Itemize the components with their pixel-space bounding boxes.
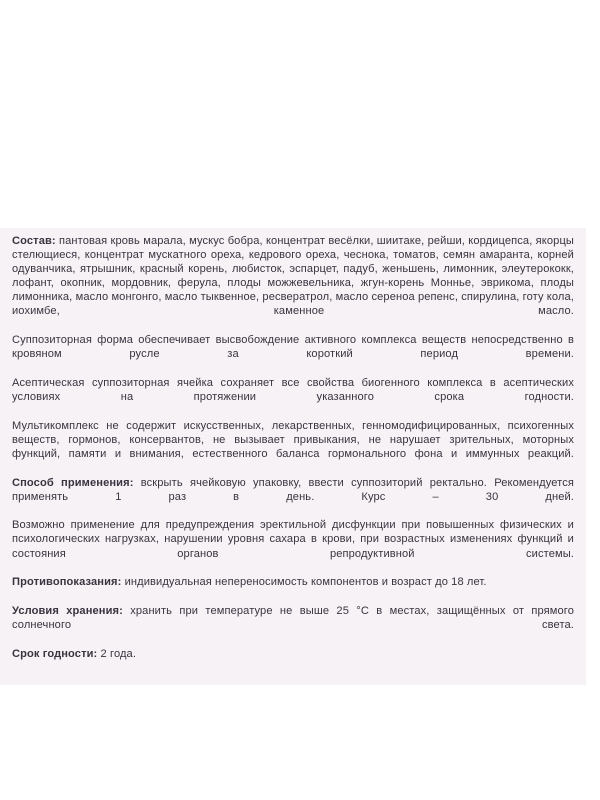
section-directions-heading: Способ применения:: [12, 476, 134, 489]
section-composition-text: пантовая кровь марала, мускус бобра, концентрат весёлки, шиитаке, рейши, кордицепса, якорцы стелющиеся, концентрат мускатного ореха, кедрового ореха, чеснока, томатов, семян амаранта, корней одуванчика, ятрышник, красный корень, любисток, эспарцет, падуб, женьшень, лимонник, элеутерококк, лофант, окопник, мордовник, ферула, плоды можжевельника, жгун-корень Моннье, эврикома, плоды лимонника, масло монгонго, масло тыквенное, ресвератрол, масло сереноа репенс, спирулина, готу кола, иохимбе, каменное масло.: [12, 235, 574, 318]
section-contraindications: [12, 575, 574, 603]
section-suppository-form: [12, 333, 574, 375]
section-shelf-life-text: 2 года.: [97, 647, 137, 660]
section-storage-heading: Условия хранения:: [12, 604, 123, 617]
section-suppository-form-text: Суппозиторная форма обеспечивает высвобождение активного комплекса веществ непосредственно в кровяном русле за короткий период времени.: [12, 334, 574, 361]
section-composition: [12, 234, 574, 333]
section-contraindications-text: индивидуальная непереносимость компонентов и возраст до 18 лет.: [121, 576, 487, 589]
section-shelf-life: [12, 647, 574, 675]
section-contraindications-heading: Противопоказания:: [12, 576, 122, 589]
section-storage: [12, 604, 574, 646]
section-storage-text: хранить при температуре не выше 25 °C в местах, защищённых от прямого солнечного света.: [12, 604, 574, 632]
section-shelf-life-heading: Срок годности:: [12, 647, 98, 660]
section-multicomplex: [12, 419, 574, 475]
section-aseptic-cell: [12, 376, 574, 418]
product-information-panel: [0, 228, 586, 685]
section-directions: [12, 476, 574, 518]
section-multicomplex-text: Мультикомплекс не содержит искусственных, лекарственных, генномодифицированных, психогенных веществ, гормонов, консервантов, не вызывает привыкания, не нарушает зрительных, моторных функций, памяти и внимания, естественного баланса гормонального фона и иммунных реакций.: [12, 419, 574, 460]
section-composition-heading: Состав:: [12, 235, 56, 247]
section-indications: [12, 518, 574, 574]
section-aseptic-cell-text: Асептическая суппозиторная ячейка сохраняет все свойства биогенного комплекса в асептических условиях на протяжении указанного срока годности.: [12, 376, 574, 404]
section-directions-text: вскрыть ячейковую упаковку, ввести суппозиторий ректально. Рекомендуется применять 1 раз в день. Курс – 30 дней.: [12, 476, 575, 503]
section-indications-text: Возможно применение для предупреждения эректильной дисфункции при повышенных физических и психологических нагрузках, нарушении уровня сахара в крови, при возрастных изменениях функций и состояния органов репродуктивной системы.: [12, 519, 574, 560]
